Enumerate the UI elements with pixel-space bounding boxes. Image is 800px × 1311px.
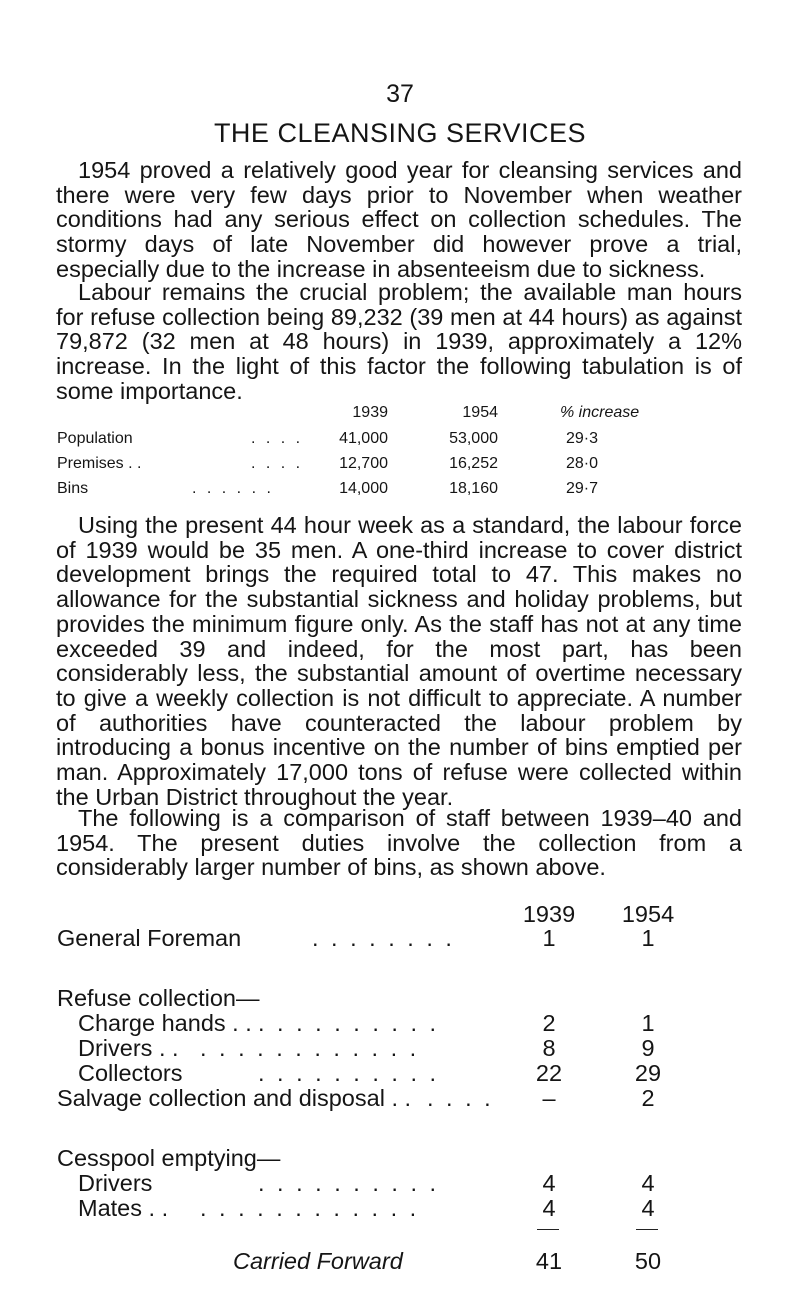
table-row [0, 1035, 800, 1061]
section-heading [0, 1145, 800, 1171]
table-row [0, 1085, 800, 1111]
paragraph-staff-comparison: The following is a comparison of staff between 1939–40 and 1954. The present duties involve the collection from a considerably larger number of bins, as shown above. [56, 805, 742, 881]
cell-1939: 14,000 [339, 480, 388, 497]
cell-1954: 2 [641, 1085, 655, 1111]
row-leader-dots: . . . . . . . . [312, 925, 455, 951]
header-percent-increase: % increase [560, 404, 640, 421]
table-row [0, 455, 800, 481]
cell-1954: 1 [641, 925, 655, 951]
row-leader-dots: . . . . . . [192, 480, 274, 497]
cell-1939: 41 [535, 1248, 563, 1274]
row-label: Drivers [78, 1170, 153, 1196]
paragraph-labour-force: Using the present 44 hour week as a standard, the labour force of 1939 would be 35 men. A one-third increase to cover district development brings the required total to 47. This makes no allowance for the substantial sickness and holiday problems, but provides the minimum figure only. As the staff has not at any time exceeded 39 and indeed, for the most part, has been considerably less, the substantial amount of overtime necessary to give a weekly collection is not difficult to appreciate. A number of authorities have counteracted the labour problem by introducing a bonus incentive on the number of bins emptied per man. Approximately 17,000 tons of refuse were collected within the Urban District throughout the year. [56, 512, 742, 810]
total-rule-1939 [537, 1229, 559, 1230]
header-1954: 1954 [462, 404, 498, 421]
cell-1939: 1 [542, 925, 556, 951]
cell-1939: 41,000 [339, 430, 388, 447]
cell-1939: 4 [542, 1195, 556, 1221]
paragraph-labour: Labour remains the crucial problem; the available man hours for refuse collection being 89,232 (39 men at 44 hours) as against 79,872 (32 men at 48 hours) in 1939, approximately a 12% increase. In the light of this factor the following tabulation is of some importance. [56, 279, 742, 404]
cell-1954: 18,160 [449, 480, 498, 497]
cell-1939: 8 [542, 1035, 556, 1061]
row-label: General Foreman [57, 925, 242, 951]
table-row [0, 1060, 800, 1086]
header-1939: 1939 [352, 404, 388, 421]
cell-1954: 29 [634, 1060, 662, 1086]
page-number: 37 [386, 80, 414, 108]
total-rule-1954 [636, 1229, 658, 1230]
table-row [0, 1010, 800, 1036]
table-row [0, 430, 800, 456]
table-row [0, 925, 800, 951]
table-row [0, 480, 800, 506]
cell-1939: 12,700 [339, 455, 388, 472]
row-label: Bins [57, 480, 89, 497]
cell-1954: 50 [634, 1248, 662, 1274]
cell-increase: 29·7 [565, 480, 598, 497]
carried-forward-row [0, 1248, 800, 1274]
table-header-row [0, 901, 800, 927]
row-label: Drivers . . [78, 1035, 179, 1061]
cell-1954: 4 [641, 1195, 655, 1221]
cell-1939: 22 [535, 1060, 563, 1086]
row-leader-dots: . . . . [251, 455, 304, 472]
carried-forward-label: Carried Forward [233, 1248, 403, 1274]
row-label: Premises . . [57, 455, 142, 472]
cell-1939: – [542, 1085, 556, 1111]
cell-1954: 1 [641, 1010, 655, 1036]
cell-1939: 2 [542, 1010, 556, 1036]
cell-1954: 9 [641, 1035, 655, 1061]
cesspool-emptying-heading: Cesspool emptying— [57, 1145, 281, 1171]
cell-1954: 53,000 [449, 430, 498, 447]
row-label: Population [57, 430, 133, 447]
row-label: Collectors [78, 1060, 183, 1086]
row-leader-dots: . . . . . . . . . . [258, 1060, 440, 1086]
row-leader-dots: . . . . [251, 430, 304, 447]
header-1939: 1939 [522, 901, 576, 927]
cell-increase: 28·0 [565, 455, 598, 472]
row-leader-dots: . . . . . . . . . . [258, 1010, 440, 1036]
row-label: Mates . . [78, 1195, 169, 1221]
table-header-row [0, 404, 800, 430]
cell-1954: 4 [641, 1170, 655, 1196]
row-leader-dots: . . . . . . . . . . [258, 1170, 440, 1196]
paragraph-intro: 1954 proved a relatively good year for cleansing services and there were very few days prior to November when weather conditions had any serious effect on collection schedules. The stormy days of late November did however prove a trial, especially due to the increase in absenteeism due to sickness. [56, 157, 742, 282]
row-leader-dots: . . . . . . . . . . . . [200, 1195, 420, 1221]
header-1954: 1954 [621, 901, 675, 927]
section-heading [0, 985, 800, 1011]
table-row [0, 1195, 800, 1221]
row-leader-dots: . . . . [427, 1085, 494, 1111]
cell-increase: 29·3 [565, 430, 598, 447]
row-label: Charge hands . . [78, 1010, 252, 1036]
row-leader-dots: . . . . . . . . . . . . [200, 1035, 420, 1061]
refuse-collection-heading: Refuse collection— [57, 985, 260, 1011]
cell-1954: 16,252 [449, 455, 498, 472]
row-label: Salvage collection and disposal . . [57, 1085, 412, 1111]
cell-1939: 4 [542, 1170, 556, 1196]
page-title: THE CLEANSING SERVICES [213, 118, 587, 148]
table-row [0, 1170, 800, 1196]
